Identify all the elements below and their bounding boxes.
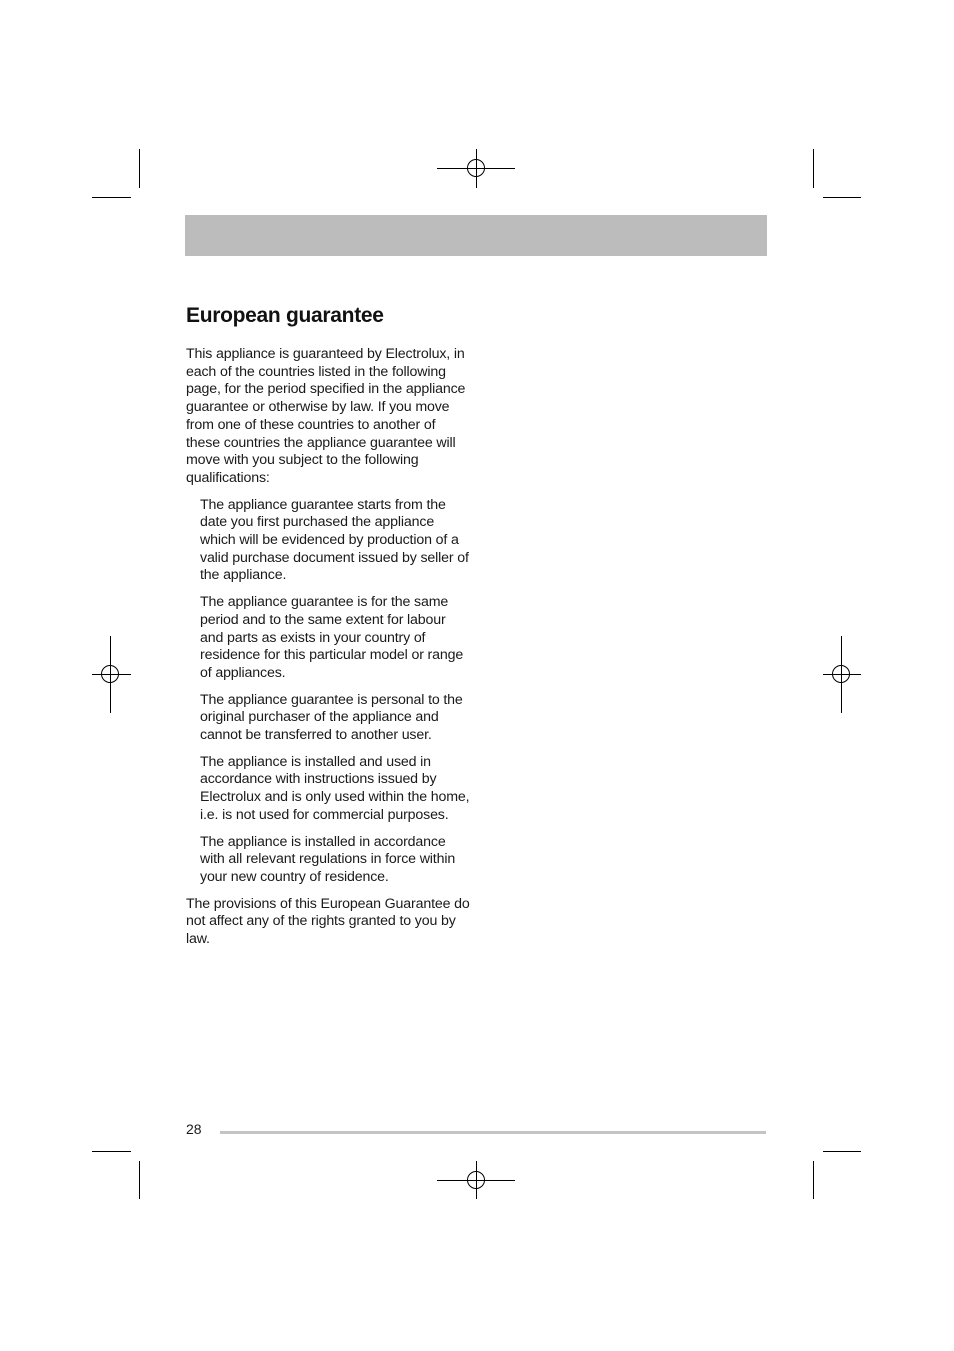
crop-mark bbox=[92, 1151, 131, 1152]
footer-rule bbox=[220, 1131, 766, 1134]
registration-circle bbox=[467, 1171, 485, 1189]
crop-mark bbox=[813, 149, 814, 188]
crop-mark bbox=[813, 1161, 814, 1199]
header-band bbox=[185, 215, 767, 256]
registration-circle bbox=[832, 665, 850, 683]
crop-mark bbox=[139, 149, 140, 188]
registration-circle bbox=[101, 665, 119, 683]
registration-circle bbox=[467, 159, 485, 177]
crop-mark bbox=[823, 1151, 861, 1152]
intro-paragraph: This appliance is guaranteed by Electrolux, in each of the countries listed in the following page, for the period specified in the appliance guarantee or otherwise by law. If you move from one of these countries to another of these countries the appliance guarantee will move with you subject to the following qualifications: bbox=[186, 346, 466, 486]
page-title: European guarantee bbox=[186, 304, 384, 327]
guarantee-text bbox=[186, 346, 471, 958]
crop-mark bbox=[92, 197, 131, 198]
list-item: The appliance guarantee starts from the date you first purchased the appliance which will be evidenced by production of a valid purchase document issued by seller of the appliance. bbox=[200, 496, 469, 584]
page-number: 28 bbox=[186, 1121, 202, 1137]
closing-paragraph: The provisions of this European Guarantee do not affect any of the rights granted to you by law. bbox=[186, 895, 470, 948]
qualifications-list bbox=[186, 497, 471, 887]
crop-mark bbox=[823, 197, 861, 198]
list-item: The appliance guarantee is for the same period and to the same extent for labour and parts as exists in your country of residence for this particular model or range of appliances. bbox=[200, 594, 464, 681]
crop-mark bbox=[139, 1161, 140, 1199]
list-item: The appliance guarantee is personal to the original purchaser of the appliance and cannot be transferred to another user. bbox=[200, 691, 463, 744]
list-item: The appliance is installed in accordance with all relevant regulations in force within your new country of residence. bbox=[200, 833, 456, 885]
list-item: The appliance is installed and used in accordance with instructions issued by Electrolux and is only used within the home, i.e. is not used for commercial purposes. bbox=[200, 753, 470, 823]
